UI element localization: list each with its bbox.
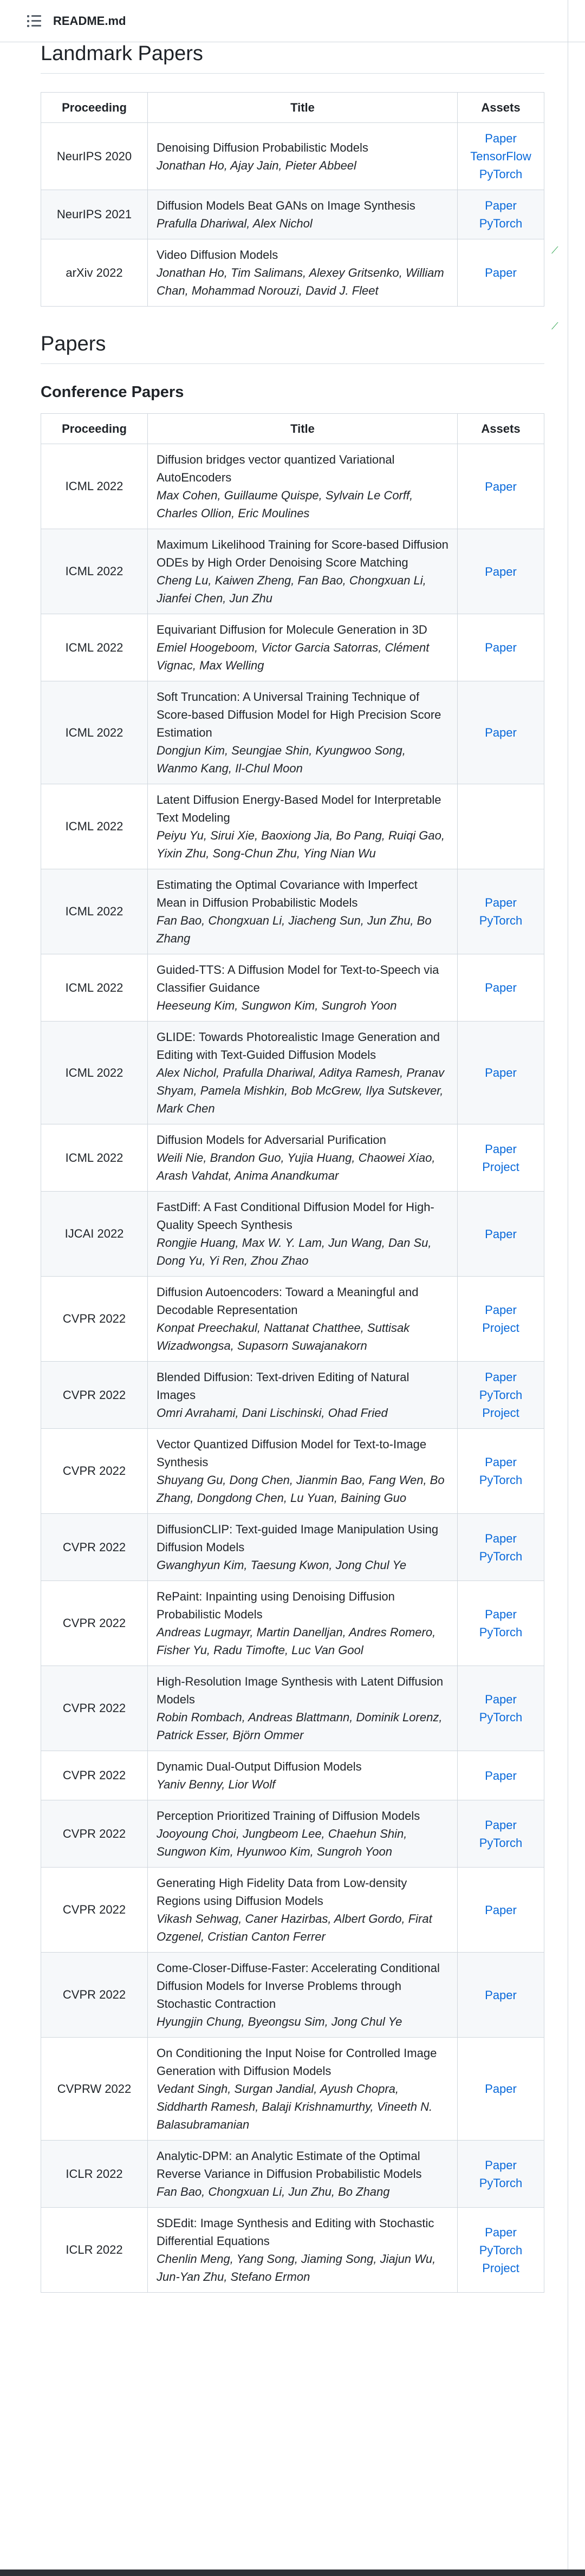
paper-title: Blended Diffusion: Text-driven Editing of Natural Images [157,1370,410,1402]
paper-authors: Prafulla Dhariwal, Alex Nichol [157,217,313,230]
file-header [0,0,585,42]
title-cell [148,1124,458,1192]
proceeding-cell: NeurIPS 2020 [41,123,148,190]
assets-cell [458,239,544,307]
asset-link-paper[interactable]: Paper [485,1608,517,1621]
paper-authors: Emiel Hoogeboom, Victor Garcia Satorras, Clément Vignac, Max Welling [157,641,430,672]
paper-title: High-Resolution Image Synthesis with Latent Diffusion Models [157,1675,444,1706]
paper-title: On Conditioning the Input Noise for Controlled Image Generation with Diffusion Models [157,2046,437,2078]
paper-authors: Dongjun Kim, Seungjae Shin, Kyungwoo Song, Wanmo Kang, Il-Chul Moon [157,744,406,775]
proceeding-cell: CVPR 2022 [41,1514,148,1581]
title-cell [148,1429,458,1514]
asset-link-paper[interactable]: Paper [485,1768,517,1783]
asset-link-pytorch[interactable]: PyTorch [479,2176,523,2190]
assets-cell [458,1581,544,1666]
title-cell [148,1751,458,1800]
paper-title: Estimating the Optimal Covariance with Imperfect Mean in Diffusion Probabilistic Models [157,878,418,909]
table-row [41,2208,544,2293]
asset-link-paper[interactable]: Paper [485,1066,517,1079]
readme-content [41,42,544,2293]
title-cell [148,529,458,614]
conference-papers-heading: Conference Papers [41,383,184,401]
asset-link-pytorch[interactable]: PyTorch [479,1625,523,1639]
title-cell [148,444,458,529]
table-row [41,1362,544,1429]
asset-link-paper[interactable]: Paper [485,2158,517,2172]
proceeding-cell: CVPR 2022 [41,1800,148,1868]
paper-title: FastDiff: A Fast Conditional Diffusion Model for High-Quality Speech Synthesis [157,1200,434,1232]
table-row [41,529,544,614]
paper-authors: Hyungjin Chung, Byeongsu Sim, Jong Chul Ye [157,2015,402,2028]
proceeding-cell: CVPR 2022 [41,1953,148,2038]
proceeding-cell: arXiv 2022 [41,239,148,307]
proceeding-cell: ICML 2022 [41,869,148,954]
title-cell [148,1953,458,2038]
table-row [41,1192,544,1277]
asset-link-pytorch[interactable]: PyTorch [479,167,523,181]
paper-authors: Cheng Lu, Kaiwen Zheng, Fan Bao, Chongxuan Li, Jianfei Chen, Jun Zhu [157,574,426,605]
landmark-heading: Landmark Papers [41,42,544,74]
paper-title: Dynamic Dual-Output Diffusion Models [157,1760,362,1773]
table-row [41,1800,544,1868]
asset-link-paper[interactable]: Paper [485,1903,517,1917]
asset-link-pytorch[interactable]: PyTorch [479,1549,523,1563]
paper-authors: Gwanghyun Kim, Taesung Kwon, Jong Chul Ye [157,1558,407,1572]
asset-link-paper[interactable]: Paper [485,896,517,909]
asset-link-pytorch[interactable]: PyTorch [479,914,523,927]
paper-authors: Jonathan Ho, Ajay Jain, Pieter Abbeel [157,158,356,172]
header-proceeding: Proceeding [41,93,148,123]
table-row [41,1666,544,1751]
proceeding-cell: ICML 2022 [41,681,148,784]
asset-link-paper[interactable]: Paper [485,641,517,654]
table-row [41,869,544,954]
title-cell [148,1277,458,1362]
table-row [41,1751,544,1800]
paper-authors: Shuyang Gu, Dong Chen, Jianmin Bao, Fang Wen, Bo Zhang, Dongdong Chen, Lu Yuan, Baining Guo [157,1473,445,1505]
paper-title: Soft Truncation: A Universal Training Technique of Score-based Diffusion Model for High Precision Score Estimation [157,690,441,739]
proceeding-cell: NeurIPS 2021 [41,190,148,239]
title-cell [148,1514,458,1581]
asset-link-paper[interactable]: Paper [485,981,517,994]
proceeding-cell: ICML 2022 [41,614,148,681]
header-assets: Assets [458,93,544,123]
asset-link-paper[interactable]: Paper [485,1455,517,1469]
asset-link-paper[interactable]: Paper [485,479,517,493]
title-cell [148,1362,458,1429]
paper-authors: Chenlin Meng, Yang Song, Jiaming Song, Jiajun Wu, Jun-Yan Zhu, Stefano Ermon [157,2252,436,2284]
paper-authors: Jooyoung Choi, Jungbeom Lee, Chaehun Shin, Sungwon Kim, Hyunwoo Kim, Sungroh Yoon [157,1827,407,1858]
title-cell [148,123,458,190]
paper-title: Latent Diffusion Energy-Based Model for Interpretable Text Modeling [157,793,441,824]
assets-cell [458,2208,544,2293]
asset-link-paper[interactable]: Paper [485,1988,517,2002]
asset-link-paper[interactable]: Paper [485,1370,517,1384]
proceeding-cell: CVPR 2022 [41,1429,148,1514]
assets-cell [458,784,544,869]
assets-cell [458,869,544,954]
proceeding-cell: ICML 2022 [41,529,148,614]
title-cell [148,784,458,869]
table-row [41,1124,544,1192]
proceeding-cell: ICLR 2022 [41,2208,148,2293]
assets-cell [458,1124,544,1192]
table-row [41,1581,544,1666]
title-cell [148,1581,458,1666]
edge-marker-icon: ⟋ [551,245,558,256]
paper-title: Diffusion bridges vector quantized Variational AutoEncoders [157,453,395,484]
asset-link-paper[interactable]: Paper [485,132,517,145]
asset-link-paper[interactable]: Paper [485,1303,517,1317]
table-row [41,190,544,239]
asset-link-paper[interactable]: Paper [485,2082,517,2096]
assets-cell [458,681,544,784]
paper-authors: Max Cohen, Guillaume Quispe, Sylvain Le Corff, Charles Ollion, Eric Moulines [157,489,413,520]
paper-authors: Heeseung Kim, Sungwon Kim, Sungroh Yoon [157,999,397,1012]
title-cell [148,869,458,954]
title-cell [148,190,458,239]
paper-title: Diffusion Models for Adversarial Purification [157,1133,386,1147]
asset-link-paper[interactable]: Paper [485,564,517,578]
header-title: Title [148,93,458,123]
assets-cell [458,1800,544,1868]
list-icon[interactable] [27,15,42,27]
title-cell [148,2038,458,2141]
paper-title: SDEdit: Image Synthesis and Editing with Stochastic Differential Equations [157,2216,434,2248]
table-row [41,681,544,784]
paper-authors: Weili Nie, Brandon Guo, Yujia Huang, Chaowei Xiao, Arash Vahdat, Anima Anandkumar [157,1151,435,1182]
proceeding-cell: ICML 2022 [41,1124,148,1192]
paper-authors: Vikash Sehwag, Caner Hazirbas, Albert Gordo, Firat Ozgenel, Cristian Canton Ferrer [157,1912,432,1943]
title-cell [148,2208,458,2293]
assets-cell [458,1868,544,1953]
proceeding-cell: ICML 2022 [41,444,148,529]
assets-cell [458,2038,544,2141]
assets-cell [458,1666,544,1751]
paper-authors: Fan Bao, Chongxuan Li, Jiacheng Sun, Jun Zhu, Bo Zhang [157,914,432,945]
assets-cell [458,954,544,1022]
table-row [41,1953,544,2038]
title-cell [148,1192,458,1277]
asset-link-pytorch[interactable]: PyTorch [479,217,523,230]
paper-authors: Vedant Singh, Surgan Jandial, Ayush Chopra, Siddharth Ramesh, Balaji Krishnamurthy, Vineeth N. Balasubramanian [157,2082,433,2131]
paper-authors: Robin Rombach, Andreas Blattmann, Dominik Lorenz, Patrick Esser, Björn Ommer [157,1710,443,1742]
asset-link-paper[interactable]: Paper [485,1227,517,1241]
proceeding-cell: CVPR 2022 [41,1868,148,1953]
asset-link-tensorflow[interactable]: TensorFlow [470,149,531,163]
paper-title: Perception Prioritized Training of Diffusion Models [157,1809,420,1823]
assets-cell [458,1429,544,1514]
edge-marker-icon: ⟋ [551,321,558,331]
proceeding-cell: ICML 2022 [41,1022,148,1124]
paper-authors: Rongjie Huang, Max W. Y. Lam, Jun Wang, Dan Su, Dong Yu, Yi Ren, Zhou Zhao [157,1236,432,1267]
asset-link-pytorch[interactable]: PyTorch [479,1836,523,1850]
paper-authors: Yaniv Benny, Lior Wolf [157,1778,276,1791]
assets-cell [458,1022,544,1124]
table-row [41,123,544,190]
paper-title: Come-Closer-Diffuse-Faster: Accelerating Conditional Diffusion Models for Inverse Problems through Stochastic Contraction [157,1961,440,2011]
proceeding-cell: CVPR 2022 [41,1362,148,1429]
asset-link-paper[interactable]: Paper [485,1531,517,1545]
asset-link-pytorch[interactable]: PyTorch [479,2243,523,2257]
paper-authors: Fan Bao, Chongxuan Li, Jun Zhu, Bo Zhang [157,2185,390,2198]
proceeding-cell: CVPRW 2022 [41,2038,148,2141]
paper-authors: Omri Avrahami, Dani Lischinski, Ohad Fried [157,1406,388,1420]
paper-authors: Andreas Lugmayr, Martin Danelljan, Andres Romero, Fisher Yu, Radu Timofte, Luc Van Gool [157,1625,436,1657]
title-cell [148,2141,458,2208]
paper-title: RePaint: Inpainting using Denoising Diffusion Probabilistic Models [157,1590,395,1621]
asset-link-paper[interactable]: Paper [485,266,517,279]
asset-link-project[interactable]: Project [482,1406,519,1420]
assets-cell [458,123,544,190]
asset-link-paper[interactable]: Paper [485,1818,517,1832]
proceeding-cell: CVPR 2022 [41,1666,148,1751]
header-title: Title [148,414,458,444]
table-row [41,444,544,529]
table-header-row [41,414,544,444]
paper-title: Generating High Fidelity Data from Low-density Regions using Diffusion Models [157,1876,407,1908]
paper-authors: Jonathan Ho, Tim Salimans, Alexey Gritsenko, William Chan, Mohammad Norouzi, David J. Fleet [157,266,444,297]
paper-title: Analytic-DPM: an Analytic Estimate of the Optimal Reverse Variance in Diffusion Probabilistic Models [157,2149,422,2181]
conference-table [41,413,544,2293]
paper-title: Equivariant Diffusion for Molecule Generation in 3D [157,623,427,636]
paper-title: Diffusion Models Beat GANs on Image Synthesis [157,199,415,212]
proceeding-cell: CVPR 2022 [41,1751,148,1800]
paper-authors: Alex Nichol, Prafulla Dhariwal, Aditya Ramesh, Pranav Shyam, Pamela Mishkin, Bob McGrew, Ilya Sutskever, Mark Chen [157,1066,445,1115]
asset-link-paper[interactable]: Paper [485,2225,517,2239]
assets-cell [458,1751,544,1800]
file-name: README.md [53,14,126,28]
proceeding-cell: CVPR 2022 [41,1581,148,1666]
asset-link-pytorch[interactable]: PyTorch [479,1710,523,1724]
paper-title: Maximum Likelihood Training for Score-based Diffusion ODEs by High Order Denoising Score Matching [157,538,448,569]
table-row [41,239,544,307]
assets-cell [458,1362,544,1429]
table-row [41,1429,544,1514]
table-row [41,1277,544,1362]
table-row [41,784,544,869]
table-header-row [41,93,544,123]
table-row [41,1022,544,1124]
paper-title: Vector Quantized Diffusion Model for Text-to-Image Synthesis [157,1437,427,1469]
assets-cell [458,190,544,239]
table-row [41,2038,544,2141]
header-assets: Assets [458,414,544,444]
table-row [41,954,544,1022]
header-proceeding: Proceeding [41,414,148,444]
assets-cell [458,2141,544,2208]
asset-link-project[interactable]: Project [482,2261,519,2275]
assets-cell [458,444,544,529]
proceeding-cell: ICLR 2022 [41,2141,148,2208]
asset-link-pytorch[interactable]: PyTorch [479,1388,523,1402]
title-cell [148,1666,458,1751]
title-cell [148,1868,458,1953]
assets-cell [458,1277,544,1362]
paper-title: Video Diffusion Models [157,248,278,262]
asset-link-paper[interactable]: Paper [485,1693,517,1706]
bottom-bar [0,2570,585,2576]
asset-link-paper[interactable]: Paper [485,726,517,739]
assets-cell [458,1192,544,1277]
landmark-table [41,92,544,307]
table-row [41,2141,544,2208]
paper-title: Guided-TTS: A Diffusion Model for Text-to-Speech via Classifier Guidance [157,963,439,994]
assets-cell [458,614,544,681]
proceeding-cell: CVPR 2022 [41,1277,148,1362]
title-cell [148,1022,458,1124]
asset-link-project[interactable]: Project [482,1160,519,1174]
paper-title: GLIDE: Towards Photorealistic Image Generation and Editing with Text-Guided Diffusion Models [157,1030,440,1062]
assets-cell [458,1953,544,2038]
assets-cell [458,1514,544,1581]
table-row [41,1514,544,1581]
title-cell [148,614,458,681]
paper-title: Diffusion Autoencoders: Toward a Meaningful and Decodable Representation [157,1285,419,1317]
asset-link-pytorch[interactable]: PyTorch [479,1473,523,1487]
proceeding-cell: ICML 2022 [41,954,148,1022]
title-cell [148,954,458,1022]
table-row [41,614,544,681]
title-cell [148,681,458,784]
proceeding-cell: IJCAI 2022 [41,1192,148,1277]
paper-title: Denoising Diffusion Probabilistic Models [157,140,368,154]
title-cell [148,1800,458,1868]
paper-authors: Konpat Preechakul, Nattanat Chatthee, Suttisak Wizadwongsa, Supasorn Suwajanakorn [157,1321,410,1352]
asset-link-paper[interactable]: Paper [485,1142,517,1156]
assets-cell [458,529,544,614]
proceeding-cell: ICML 2022 [41,784,148,869]
table-row [41,1868,544,1953]
paper-authors: Peiyu Yu, Sirui Xie, Baoxiong Jia, Bo Pang, Ruiqi Gao, Yixin Zhu, Song-Chun Zhu, Ying Nian Wu [157,829,445,860]
asset-link-project[interactable]: Project [482,1321,519,1335]
paper-title: DiffusionCLIP: Text-guided Image Manipulation Using Diffusion Models [157,1523,439,1554]
asset-link-paper[interactable]: Paper [485,199,517,212]
papers-heading: Papers [41,333,544,364]
title-cell [148,239,458,307]
